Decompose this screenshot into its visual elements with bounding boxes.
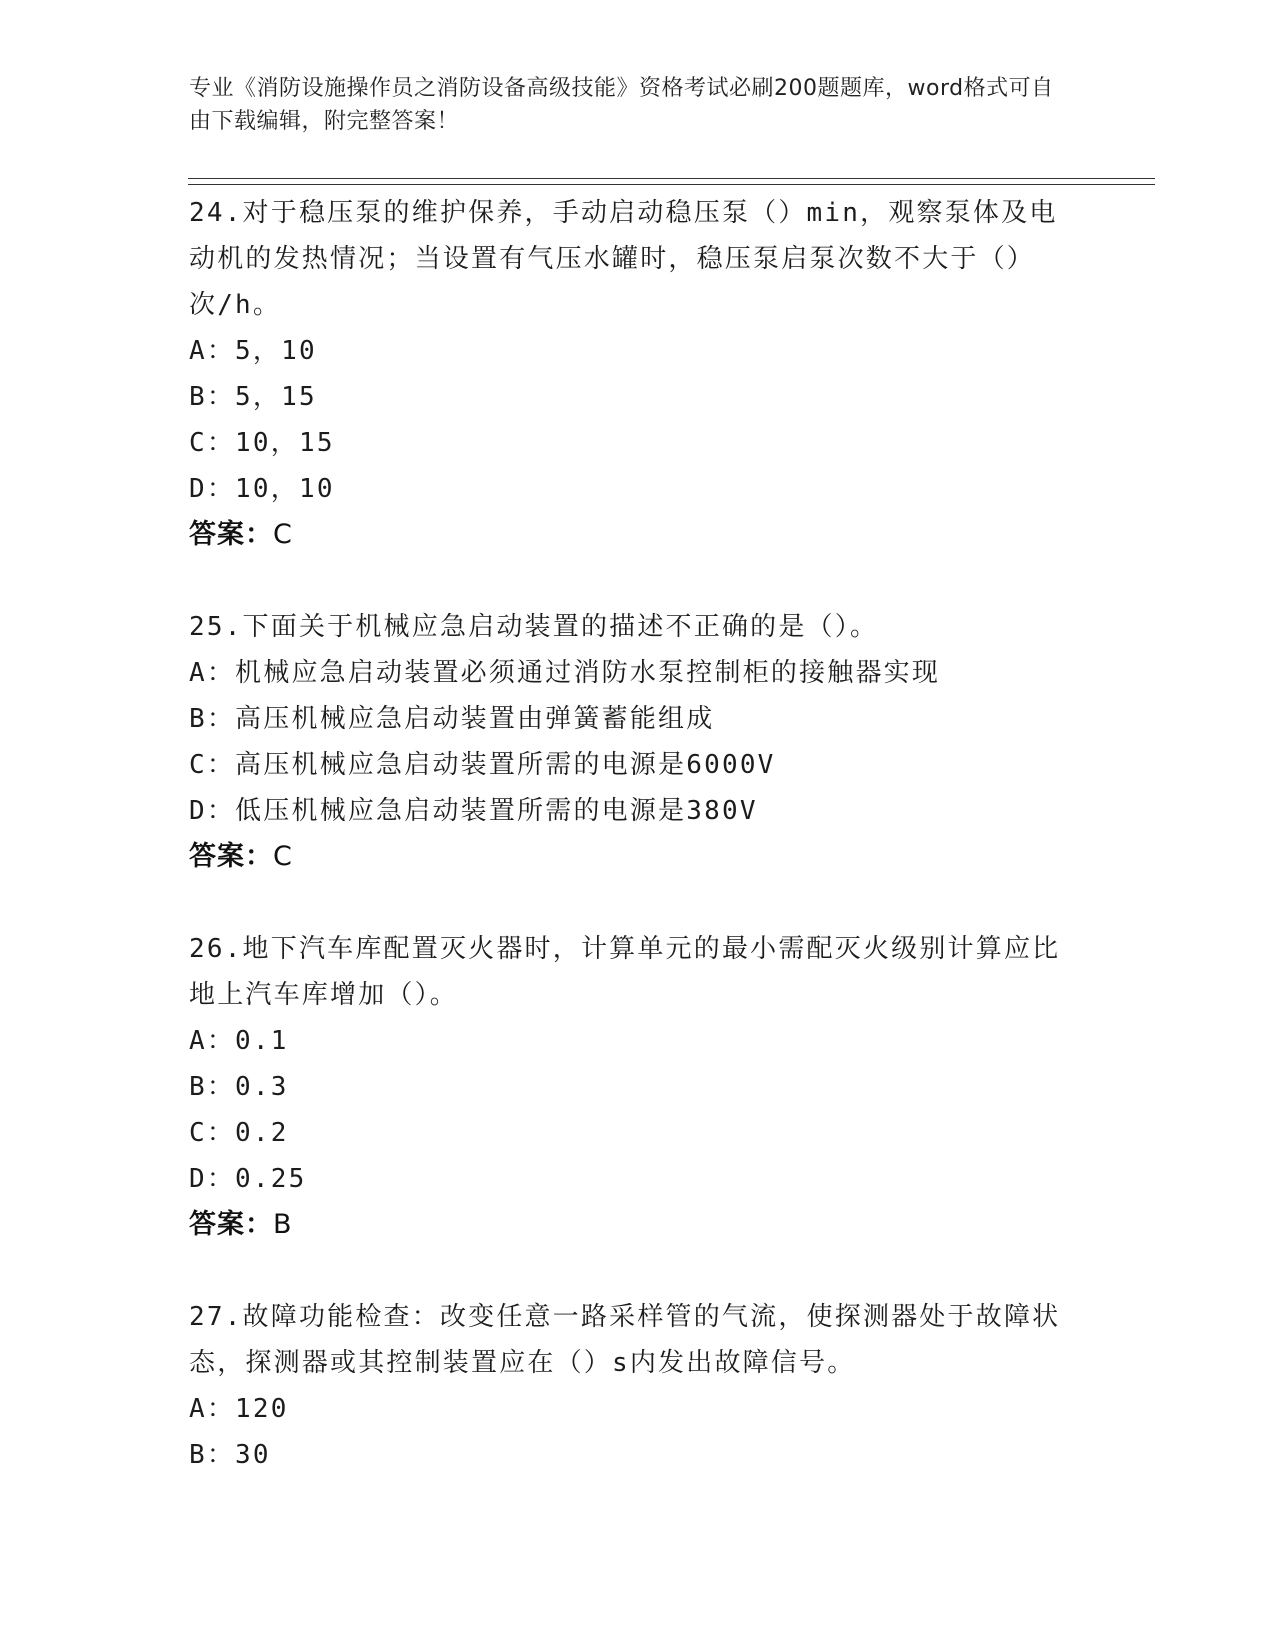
header-rule-bottom [188, 184, 1155, 185]
question-27 [189, 1294, 1089, 1478]
answer-label: 答案： [189, 1209, 273, 1240]
answer-value: B [273, 1209, 293, 1240]
option-b: B：0.3 [189, 1072, 289, 1102]
answer-line [189, 1202, 1089, 1248]
option-a: A：0.1 [189, 1026, 289, 1056]
option-d: D：10，10 [189, 474, 335, 504]
answer-line [189, 834, 1089, 880]
question-26 [189, 926, 1089, 1248]
answer-label: 答案： [189, 841, 273, 872]
header-rule-top [188, 178, 1155, 179]
question-list [189, 190, 1089, 1524]
option-a: A：5，10 [189, 336, 317, 366]
option-a: A：机械应急启动装置必须通过消防水泵控制柜的接触器实现 [189, 658, 941, 688]
question-25 [189, 604, 1089, 880]
option-b: B：高压机械应急启动装置由弹簧蓄能组成 [189, 704, 715, 734]
answer-value: C [273, 519, 293, 550]
option-d: D：低压机械应急启动装置所需的电源是380V [189, 796, 758, 826]
document-header: 专业《消防设施操作员之消防设备高级技能》资格考试必刷200题题库，word格式可自由下载编辑，附完整答案！ [189, 76, 1054, 134]
option-c: C：10，15 [189, 428, 335, 458]
option-a: A：120 [189, 1394, 289, 1424]
question-text: 24.对于稳压泵的维护保养，手动启动稳压泵（）min，观察泵体及电动机的发热情况；当设置有气压水罐时，稳压泵启泵次数不大于（）次/h。 [189, 198, 1058, 320]
answer-value: C [273, 841, 293, 872]
question-24 [189, 190, 1089, 558]
option-c: C：高压机械应急启动装置所需的电源是6000V [189, 750, 776, 780]
option-d: D：0.25 [189, 1164, 307, 1194]
option-c: C：0.2 [189, 1118, 289, 1148]
option-b: B：5，15 [189, 382, 317, 412]
question-text: 25.下面关于机械应急启动装置的描述不正确的是（）。 [189, 612, 879, 642]
option-b: B：30 [189, 1440, 271, 1470]
answer-line [189, 512, 1089, 558]
answer-label: 答案： [189, 519, 273, 550]
question-text: 26.地下汽车库配置灭火器时，计算单元的最小需配灭火级别计算应比地上汽车库增加（）。 [189, 934, 1061, 1010]
question-text: 27.故障功能检查：改变任意一路采样管的气流，使探测器处于故障状态，探测器或其控制装置应在（）s内发出故障信号。 [189, 1302, 1061, 1378]
